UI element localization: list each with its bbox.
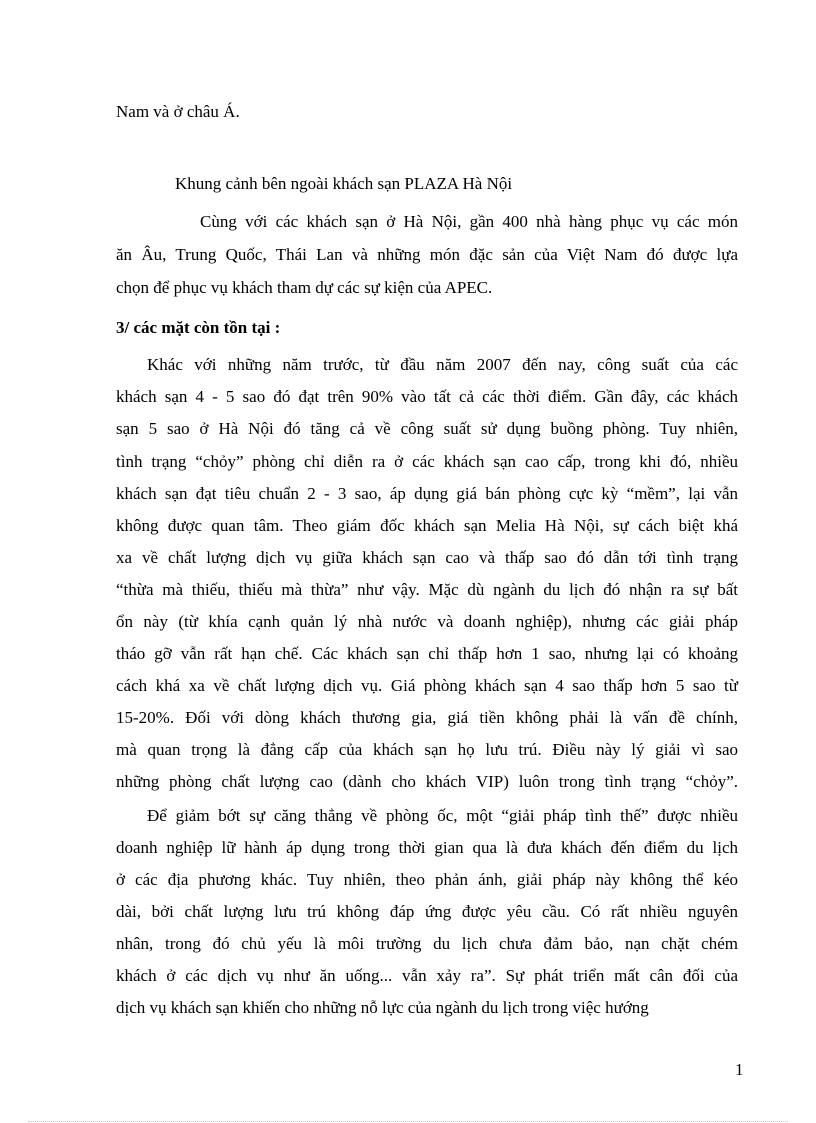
paragraph-line: ở các địa phương khác. Tuy nhiên, theo phản ánh, giải pháp này không thể kéo xyxy=(116,870,738,889)
paragraph-line: Khác với những năm trước, từ đầu năm 2007 đến nay, công suất của các xyxy=(147,355,738,374)
paragraph-line: ăn Âu, Trung Quốc, Thái Lan và những món đặc sản của Việt Nam đó được lựa xyxy=(116,245,738,264)
paragraph-line: sạn 5 sao ở Hà Nội đó tăng cả về công suất sử dụng buồng phòng. Tuy nhiên, xyxy=(116,419,738,438)
text-line-top: Nam và ở châu Á. xyxy=(116,102,240,121)
paragraph-line: Để giảm bớt sự căng thẳng về phòng ốc, một “giải pháp tình thế” được nhiều xyxy=(147,806,738,825)
paragraph-line: mà quan trọng là đẳng cấp của khách sạn họ lưu trú. Điều này lý giải vì sao xyxy=(116,740,738,759)
paragraph-line: khách sạn đạt tiêu chuẩn 2 - 3 sao, áp dụng giá bán phòng cực kỳ “mềm”, lại vẫn xyxy=(116,484,738,503)
paragraph-line: chọn để phục vụ khách tham dự các sự kiện của APEC. xyxy=(116,278,493,297)
section-heading: 3/ các mặt còn tồn tại : xyxy=(116,318,281,337)
paragraph-line: tháo gỡ vẫn rất hạn chế. Các khách sạn chỉ thấp hơn 1 sao, nhưng lại có khoảng xyxy=(116,644,738,663)
paragraph-line: cách khá xa về chất lượng dịch vụ. Giá phòng khách sạn 4 sao thấp hơn 5 sao từ xyxy=(116,676,738,695)
paragraph-line: “thừa mà thiếu, thiếu mà thừa” như vậy. Mặc dù ngành du lịch đó nhận ra sự bất xyxy=(116,580,738,599)
paragraph-line: không được quan tâm. Theo giám đốc khách sạn Melia Hà Nội, sự cách biệt khá xyxy=(116,516,738,535)
paragraph-line: dài, bởi chất lượng lưu trú không đáp ứng được yêu cầu. Có rất nhiều nguyên xyxy=(116,902,738,921)
page-bottom-divider xyxy=(28,1121,788,1122)
paragraph-line: ổn này (từ khía cạnh quản lý nhà nước và doanh nghiệp), nhưng các giải pháp xyxy=(116,612,738,631)
paragraph-line: 15-20%. Đối với dòng khách thương gia, giá tiền không phải là vấn đề chính, xyxy=(116,708,738,727)
paragraph-line: doanh nghiệp lữ hành áp dụng trong thời gian qua là đưa khách đến điểm du lịch xyxy=(116,838,738,857)
paragraph-line: những phòng chất lượng cao (dành cho khách VIP) luôn trong tình trạng “chỏy”. xyxy=(116,772,738,791)
paragraph-line: khách ở các dịch vụ như ăn uống... vẫn xảy ra”. Sự phát triển mất cân đối của xyxy=(116,966,738,985)
paragraph-line: Cùng với các khách sạn ở Hà Nội, gần 400 nhà hàng phục vụ các món xyxy=(200,212,738,231)
paragraph-line: xa về chất lượng dịch vụ giữa khách sạn cao và thấp sao đó dẫn tới tình trạng xyxy=(116,548,738,567)
paragraph-line: nhân, trong đó chủ yếu là môi trường du lịch chưa đảm bảo, nạn chặt chém xyxy=(116,934,738,953)
page-number: 1 xyxy=(735,1060,744,1079)
paragraph-line: dịch vụ khách sạn khiến cho những nỗ lực của ngành du lịch trong việc hướng xyxy=(116,998,649,1017)
image-caption: Khung cảnh bên ngoài khách sạn PLAZA Hà Nội xyxy=(175,174,513,193)
paragraph-line: tình trạng “chỏy” phòng chỉ diễn ra ở các khách sạn cao cấp, trong khi đó, nhiều xyxy=(116,452,738,471)
paragraph-line: khách sạn 4 - 5 sao đó đạt trên 90% vào tất cả các thời điểm. Gần đây, các khách xyxy=(116,387,738,406)
